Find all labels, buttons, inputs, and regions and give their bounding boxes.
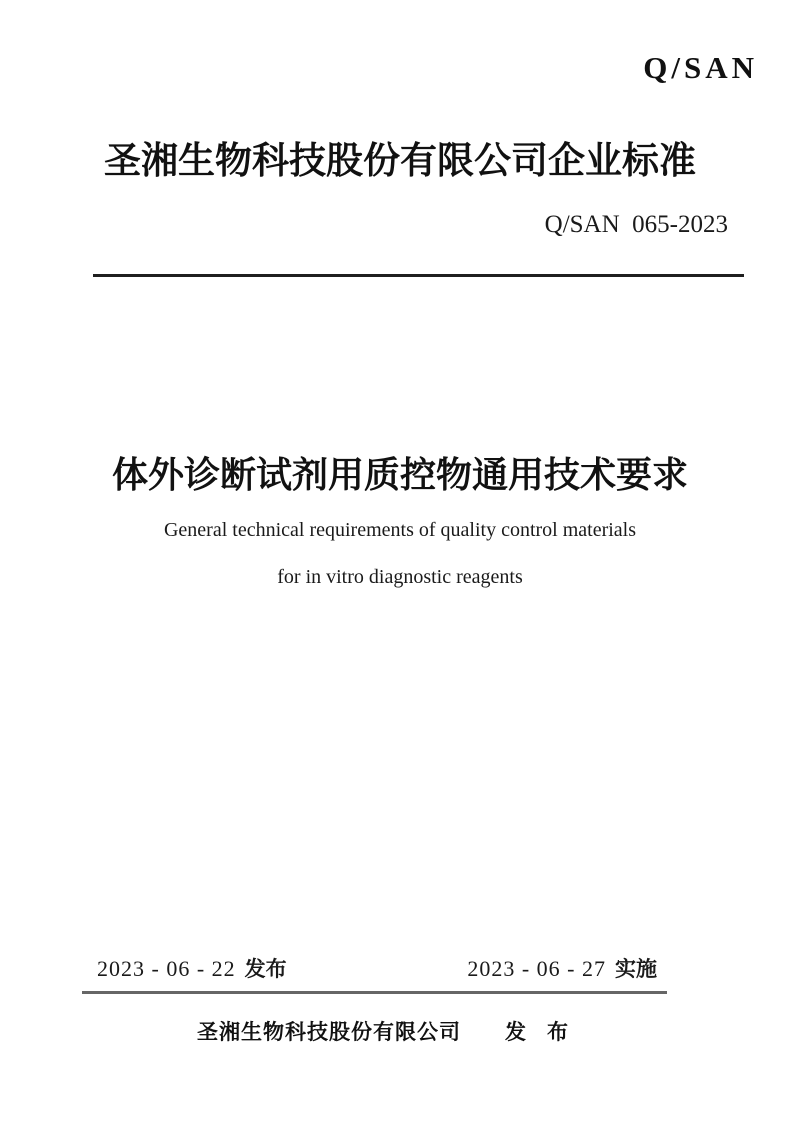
company-logo-text: Q/SAN	[643, 50, 758, 85]
document-title-zh: 体外诊断试剂用质控物通用技术要求	[111, 454, 688, 495]
publisher-row	[197, 1016, 568, 1046]
publisher-company-name: 圣湘生物科技股份有限公司	[197, 1021, 461, 1044]
header-divider-rule	[93, 274, 744, 277]
release-date-group	[97, 953, 287, 983]
document-title-en-line2: for in vitro diagnostic reagents	[277, 566, 523, 588]
standard-number: Q/SAN 065-2023	[544, 211, 728, 238]
dates-row	[97, 953, 657, 983]
release-date: 2023 - 06 - 22	[97, 956, 236, 981]
release-label: 发布	[244, 958, 287, 981]
document-title-en-line1: General technical requirements of quality control materials	[163, 519, 637, 541]
implement-label: 实施	[615, 958, 657, 981]
implement-date-group	[467, 953, 657, 983]
publisher-issue-label: 发 布	[505, 1021, 568, 1044]
footer-divider-rule	[82, 991, 667, 994]
implement-date: 2023 - 06 - 27	[467, 956, 606, 981]
enterprise-standard-heading: 圣湘生物科技股份有限公司企业标准	[104, 141, 696, 182]
